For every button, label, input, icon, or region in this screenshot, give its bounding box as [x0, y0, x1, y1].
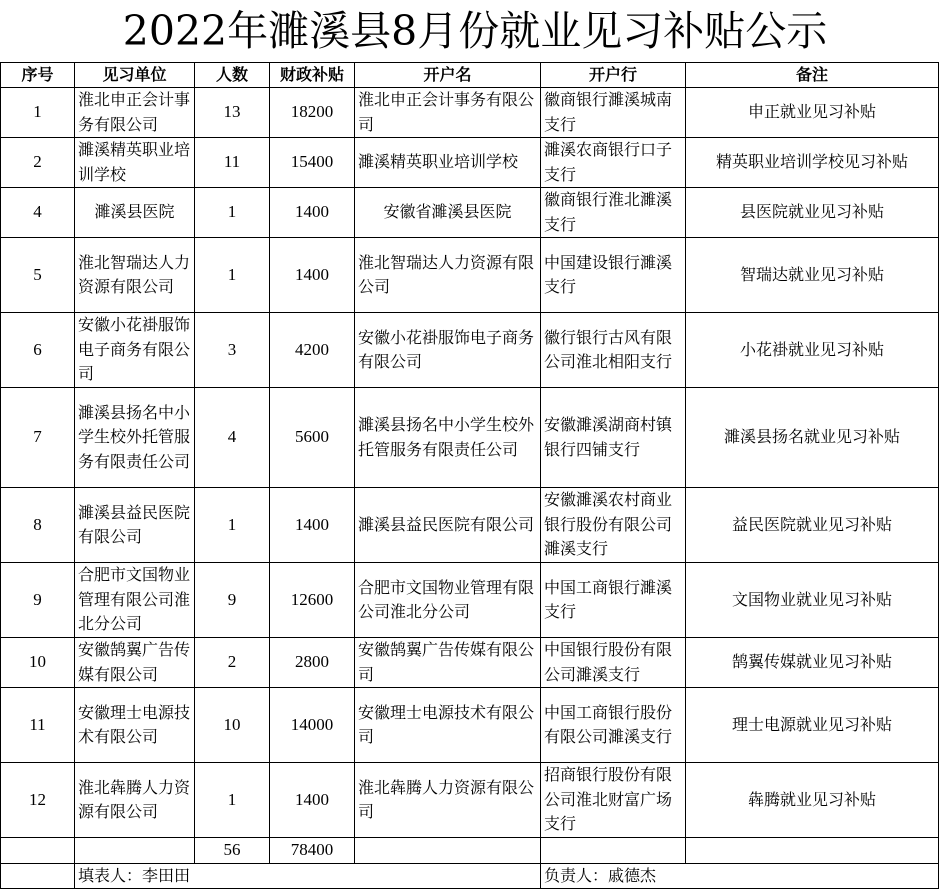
cell-account-name: 淮北智瑞达人力资源有限公司 — [355, 238, 541, 313]
cell-account-name: 安徽理士电源技术有限公司 — [355, 688, 541, 763]
cell-seq: 6 — [1, 313, 75, 388]
cell-bank: 徽商银行淮北濉溪支行 — [541, 188, 686, 238]
cell-account-name: 淮北申正会计事务有限公司 — [355, 88, 541, 138]
cell-remark: 精英职业培训学校见习补贴 — [686, 138, 939, 188]
cell-count: 1 — [195, 488, 270, 563]
table-row — [1, 238, 939, 313]
total-subsidy: 78400 — [270, 838, 355, 864]
cell-seq: 11 — [1, 688, 75, 763]
footer-row — [1, 863, 939, 889]
cell-unit: 合肥市文国物业管理有限公司淮北分公司 — [75, 563, 195, 638]
cell-bank: 招商银行股份有限公司淮北财富广场支行 — [541, 763, 686, 838]
cell-seq: 2 — [1, 138, 75, 188]
cell-bank: 濉溪农商银行口子支行 — [541, 138, 686, 188]
header-unit: 见习单位 — [75, 63, 195, 88]
cell-account-name: 淮北犇腾人力资源有限公司 — [355, 763, 541, 838]
cell-remark: 益民医院就业见习补贴 — [686, 488, 939, 563]
table-row — [1, 313, 939, 388]
cell-subsidy: 1400 — [270, 238, 355, 313]
table-row — [1, 688, 939, 763]
cell-bank: 徽行银行古风有限公司淮北相阳支行 — [541, 313, 686, 388]
cell-remark: 申正就业见习补贴 — [686, 88, 939, 138]
cell-account-name: 安徽小花褂服饰电子商务有限公司 — [355, 313, 541, 388]
cell-remark: 县医院就业见习补贴 — [686, 188, 939, 238]
header-account-name: 开户名 — [355, 63, 541, 88]
cell-remark: 小花褂就业见习补贴 — [686, 313, 939, 388]
cell-seq: 8 — [1, 488, 75, 563]
cell-seq: 5 — [1, 238, 75, 313]
cell-remark: 智瑞达就业见习补贴 — [686, 238, 939, 313]
cell-remark: 犇腾就业见习补贴 — [686, 763, 939, 838]
table-row — [1, 563, 939, 638]
cell-account-name: 濉溪县益民医院有限公司 — [355, 488, 541, 563]
cell-subsidy: 1400 — [270, 763, 355, 838]
header-row — [1, 63, 939, 88]
cell-account-name: 合肥市文国物业管理有限公司淮北分公司 — [355, 563, 541, 638]
cell-unit: 安徽小花褂服饰电子商务有限公司 — [75, 313, 195, 388]
cell-subsidy: 18200 — [270, 88, 355, 138]
header-count: 人数 — [195, 63, 270, 88]
cell-subsidy: 12600 — [270, 563, 355, 638]
subsidy-table — [0, 62, 939, 889]
table-row — [1, 763, 939, 838]
totals-empty — [686, 838, 939, 864]
cell-count: 13 — [195, 88, 270, 138]
cell-count: 1 — [195, 188, 270, 238]
table-row — [1, 188, 939, 238]
cell-bank: 安徽濉溪农村商业银行股份有限公司濉溪支行 — [541, 488, 686, 563]
table-row — [1, 638, 939, 688]
cell-subsidy: 1400 — [270, 488, 355, 563]
total-count: 56 — [195, 838, 270, 864]
cell-seq: 7 — [1, 388, 75, 488]
cell-account-name: 濉溪精英职业培训学校 — [355, 138, 541, 188]
filler-label: 填表人：李田田 — [75, 863, 541, 889]
cell-bank: 中国建设银行濉溪支行 — [541, 238, 686, 313]
cell-account-name: 安徽省濉溪县医院 — [355, 188, 541, 238]
cell-bank: 中国工商银行股份有限公司濉溪支行 — [541, 688, 686, 763]
totals-empty — [541, 838, 686, 864]
cell-count: 10 — [195, 688, 270, 763]
header-subsidy: 财政补贴 — [270, 63, 355, 88]
cell-account-name: 安徽鹄翼广告传媒有限公司 — [355, 638, 541, 688]
cell-count: 11 — [195, 138, 270, 188]
cell-count: 4 — [195, 388, 270, 488]
header-seq: 序号 — [1, 63, 75, 88]
cell-bank: 中国银行股份有限公司濉溪支行 — [541, 638, 686, 688]
cell-seq: 4 — [1, 188, 75, 238]
cell-account-name: 濉溪县扬名中小学生校外托管服务有限责任公司 — [355, 388, 541, 488]
table-row — [1, 88, 939, 138]
header-remark: 备注 — [686, 63, 939, 88]
table-row — [1, 488, 939, 563]
cell-unit: 安徽鹄翼广告传媒有限公司 — [75, 638, 195, 688]
table-row — [1, 388, 939, 488]
cell-count: 1 — [195, 238, 270, 313]
cell-unit: 淮北犇腾人力资源有限公司 — [75, 763, 195, 838]
cell-count: 1 — [195, 763, 270, 838]
cell-unit: 安徽理士电源技术有限公司 — [75, 688, 195, 763]
cell-seq: 12 — [1, 763, 75, 838]
table-row — [1, 138, 939, 188]
cell-seq: 10 — [1, 638, 75, 688]
cell-unit: 淮北智瑞达人力资源有限公司 — [75, 238, 195, 313]
cell-subsidy: 14000 — [270, 688, 355, 763]
cell-count: 2 — [195, 638, 270, 688]
cell-subsidy: 15400 — [270, 138, 355, 188]
cell-unit: 濉溪县益民医院有限公司 — [75, 488, 195, 563]
cell-bank: 中国工商银行濉溪支行 — [541, 563, 686, 638]
footer-empty — [1, 863, 75, 889]
cell-seq: 9 — [1, 563, 75, 638]
cell-count: 9 — [195, 563, 270, 638]
cell-remark: 文国物业就业见习补贴 — [686, 563, 939, 638]
cell-unit: 濉溪县医院 — [75, 188, 195, 238]
cell-seq: 1 — [1, 88, 75, 138]
totals-seq-empty — [1, 838, 75, 864]
cell-subsidy: 5600 — [270, 388, 355, 488]
sheet-title: 2022年濉溪县8月份就业见习补贴公示 — [122, 7, 828, 55]
cell-remark: 鹄翼传媒就业见习补贴 — [686, 638, 939, 688]
totals-row — [1, 838, 939, 864]
cell-subsidy: 1400 — [270, 188, 355, 238]
cell-remark: 理士电源就业见习补贴 — [686, 688, 939, 763]
cell-unit: 濉溪精英职业培训学校 — [75, 138, 195, 188]
totals-empty — [355, 838, 541, 864]
cell-count: 3 — [195, 313, 270, 388]
cell-remark: 濉溪县扬名就业见习补贴 — [686, 388, 939, 488]
totals-unit-empty — [75, 838, 195, 864]
header-bank: 开户行 — [541, 63, 686, 88]
responsible-label: 负责人：戚德杰 — [541, 863, 939, 889]
cell-unit: 淮北申正会计事务有限公司 — [75, 88, 195, 138]
cell-unit: 濉溪县扬名中小学生校外托管服务有限责任公司 — [75, 388, 195, 488]
cell-subsidy: 4200 — [270, 313, 355, 388]
cell-bank: 安徽濉溪湖商村镇银行四铺支行 — [541, 388, 686, 488]
cell-subsidy: 2800 — [270, 638, 355, 688]
cell-bank: 徽商银行濉溪城南支行 — [541, 88, 686, 138]
